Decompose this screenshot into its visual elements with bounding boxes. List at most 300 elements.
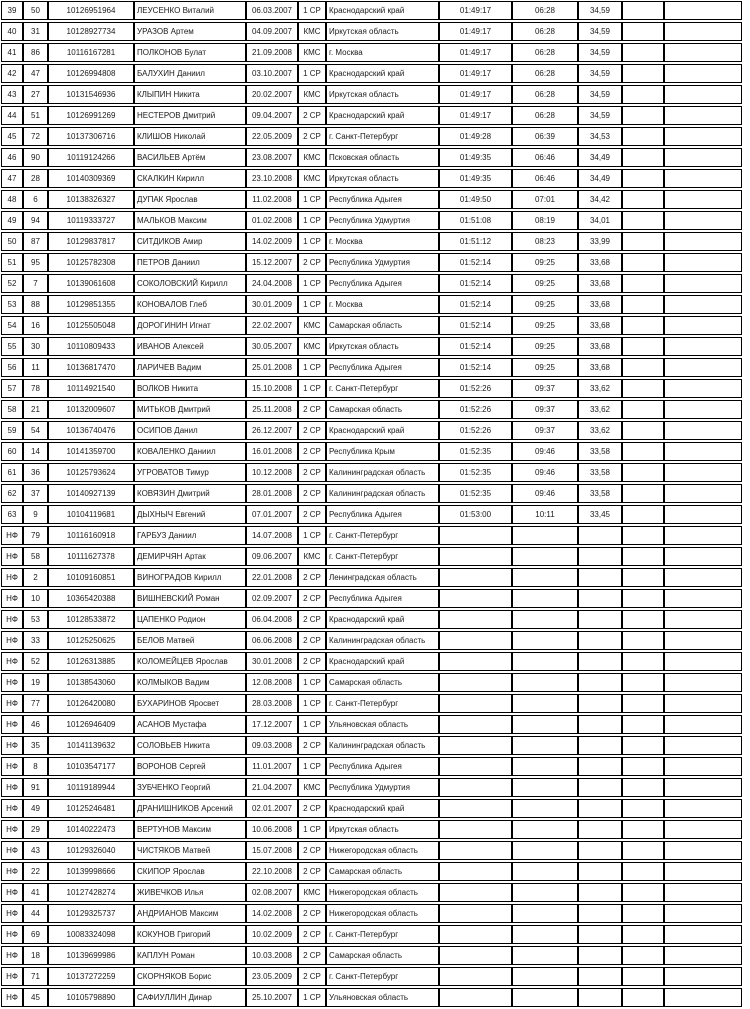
cell-time-gap: 09:25 xyxy=(512,316,578,335)
cell-athlete-name: БАЛУХИН Даниил xyxy=(134,64,246,83)
cell-bib-number: 16 xyxy=(23,316,48,335)
cell-result-time: 01:52:14 xyxy=(439,337,512,356)
table-row xyxy=(1,274,742,293)
cell-result-time: 01:52:26 xyxy=(439,400,512,419)
cell-empty-1 xyxy=(622,778,664,797)
cell-athlete-name: ВОЛКОВ Никита xyxy=(134,379,246,398)
cell-bib-number: 51 xyxy=(23,106,48,125)
cell-athlete-id: 10128927734 xyxy=(48,22,134,41)
cell-athlete-name: ВИШНЕВСКИЙ Роман xyxy=(134,589,246,608)
cell-sport-rank: КМС xyxy=(298,547,326,566)
cell-athlete-id: 10136817470 xyxy=(48,358,134,377)
cell-result-time xyxy=(439,673,512,692)
cell-place: 60 xyxy=(1,442,23,461)
cell-place: 58 xyxy=(1,400,23,419)
cell-bib-number: 30 xyxy=(23,337,48,356)
cell-points xyxy=(578,610,622,629)
cell-time-gap xyxy=(512,967,578,986)
cell-sport-rank: 2 СР xyxy=(298,589,326,608)
cell-empty-1 xyxy=(622,64,664,83)
cell-region: Псковская область xyxy=(326,148,439,167)
table-row xyxy=(1,799,742,818)
table-row xyxy=(1,190,742,209)
cell-athlete-name: САФИУЛЛИН Динар xyxy=(134,988,246,1007)
cell-athlete-name: ДУПАК Ярослав xyxy=(134,190,246,209)
cell-place: НФ xyxy=(1,967,23,986)
cell-athlete-id: 10139998666 xyxy=(48,862,134,881)
cell-result-time: 01:52:26 xyxy=(439,421,512,440)
cell-points xyxy=(578,904,622,923)
cell-time-gap xyxy=(512,652,578,671)
cell-time-gap xyxy=(512,904,578,923)
cell-athlete-id: 10138543060 xyxy=(48,673,134,692)
cell-time-gap xyxy=(512,589,578,608)
cell-bib-number: 27 xyxy=(23,85,48,104)
cell-athlete-name: КОКУНОВ Григорий xyxy=(134,925,246,944)
cell-region: г. Санкт-Петербург xyxy=(326,925,439,944)
table-row xyxy=(1,421,742,440)
cell-result-time: 01:49:35 xyxy=(439,169,512,188)
table-row xyxy=(1,589,742,608)
cell-athlete-name: БУХАРИНОВ Яросвет xyxy=(134,694,246,713)
cell-empty-1 xyxy=(622,316,664,335)
cell-bib-number: 47 xyxy=(23,64,48,83)
cell-birth-date: 09.04.2007 xyxy=(246,106,298,125)
cell-region: Иркутская область xyxy=(326,22,439,41)
cell-time-gap: 06:39 xyxy=(512,127,578,146)
cell-place: 63 xyxy=(1,505,23,524)
cell-place: 43 xyxy=(1,85,23,104)
cell-time-gap: 09:25 xyxy=(512,358,578,377)
cell-time-gap: 06:46 xyxy=(512,148,578,167)
cell-athlete-name: КОВАЛЕНКО Даниил xyxy=(134,442,246,461)
cell-empty-1 xyxy=(622,337,664,356)
cell-sport-rank: 1 СР xyxy=(298,379,326,398)
cell-empty-2 xyxy=(664,652,742,671)
cell-bib-number: 37 xyxy=(23,484,48,503)
cell-empty-2 xyxy=(664,946,742,965)
cell-athlete-name: КОЛМЫКОВ Вадим xyxy=(134,673,246,692)
cell-place: НФ xyxy=(1,883,23,902)
cell-bib-number: 94 xyxy=(23,211,48,230)
cell-bib-number: 87 xyxy=(23,232,48,251)
table-row xyxy=(1,337,742,356)
cell-result-time xyxy=(439,589,512,608)
cell-region: г. Москва xyxy=(326,295,439,314)
cell-time-gap xyxy=(512,547,578,566)
cell-birth-date: 09.06.2007 xyxy=(246,547,298,566)
cell-sport-rank: 2 СР xyxy=(298,253,326,272)
cell-birth-date: 23.05.2009 xyxy=(246,967,298,986)
table-row xyxy=(1,169,742,188)
table-row xyxy=(1,295,742,314)
cell-empty-1 xyxy=(622,967,664,986)
cell-empty-2 xyxy=(664,463,742,482)
cell-athlete-name: КОНОВАЛОВ Глеб xyxy=(134,295,246,314)
cell-region: Нижегородская область xyxy=(326,841,439,860)
cell-empty-2 xyxy=(664,316,742,335)
cell-empty-1 xyxy=(622,568,664,587)
cell-time-gap xyxy=(512,778,578,797)
cell-place: 40 xyxy=(1,22,23,41)
cell-empty-1 xyxy=(622,484,664,503)
cell-empty-1 xyxy=(622,715,664,734)
table-row xyxy=(1,820,742,839)
cell-birth-date: 24.04.2008 xyxy=(246,274,298,293)
cell-place: 51 xyxy=(1,253,23,272)
cell-birth-date: 15.10.2008 xyxy=(246,379,298,398)
cell-bib-number: 86 xyxy=(23,43,48,62)
table-row xyxy=(1,64,742,83)
cell-athlete-name: ВЕРТУНОВ Максим xyxy=(134,820,246,839)
cell-sport-rank: КМС xyxy=(298,316,326,335)
cell-birth-date: 04.09.2007 xyxy=(246,22,298,41)
cell-sport-rank: 2 СР xyxy=(298,421,326,440)
cell-birth-date: 30.01.2009 xyxy=(246,295,298,314)
cell-sport-rank: КМС xyxy=(298,169,326,188)
cell-time-gap xyxy=(512,757,578,776)
cell-result-time xyxy=(439,799,512,818)
cell-athlete-name: ДОРОГИНИН Игнат xyxy=(134,316,246,335)
cell-athlete-id: 10127428274 xyxy=(48,883,134,902)
cell-place: НФ xyxy=(1,673,23,692)
cell-birth-date: 07.01.2007 xyxy=(246,505,298,524)
cell-region: Ленинградская область xyxy=(326,568,439,587)
cell-result-time xyxy=(439,568,512,587)
cell-sport-rank: КМС xyxy=(298,148,326,167)
cell-time-gap xyxy=(512,736,578,755)
cell-empty-1 xyxy=(622,904,664,923)
cell-empty-1 xyxy=(622,526,664,545)
table-row xyxy=(1,925,742,944)
cell-athlete-id: 10125250625 xyxy=(48,631,134,650)
cell-empty-1 xyxy=(622,190,664,209)
cell-points: 33,68 xyxy=(578,358,622,377)
cell-birth-date: 02.01.2007 xyxy=(246,799,298,818)
cell-time-gap: 06:28 xyxy=(512,43,578,62)
cell-athlete-id: 10141359700 xyxy=(48,442,134,461)
cell-time-gap: 08:23 xyxy=(512,232,578,251)
cell-empty-2 xyxy=(664,253,742,272)
cell-sport-rank: КМС xyxy=(298,22,326,41)
cell-region: Республика Удмуртия xyxy=(326,211,439,230)
cell-region: Самарская область xyxy=(326,400,439,419)
cell-sport-rank: 2 СР xyxy=(298,505,326,524)
cell-athlete-id: 10114921540 xyxy=(48,379,134,398)
cell-birth-date: 14.07.2008 xyxy=(246,526,298,545)
cell-time-gap: 09:25 xyxy=(512,253,578,272)
cell-birth-date: 09.03.2008 xyxy=(246,736,298,755)
cell-athlete-name: НЕСТЕРОВ Дмитрий xyxy=(134,106,246,125)
cell-bib-number: 21 xyxy=(23,400,48,419)
cell-empty-1 xyxy=(622,883,664,902)
cell-bib-number: 2 xyxy=(23,568,48,587)
cell-region: г. Санкт-Петербург xyxy=(326,526,439,545)
cell-empty-2 xyxy=(664,484,742,503)
cell-result-time: 01:52:35 xyxy=(439,484,512,503)
cell-result-time xyxy=(439,967,512,986)
cell-empty-2 xyxy=(664,64,742,83)
cell-place: НФ xyxy=(1,988,23,1007)
cell-place: НФ xyxy=(1,715,23,734)
cell-place: НФ xyxy=(1,568,23,587)
cell-empty-1 xyxy=(622,379,664,398)
cell-bib-number: 29 xyxy=(23,820,48,839)
cell-place: НФ xyxy=(1,820,23,839)
cell-athlete-id: 10116160918 xyxy=(48,526,134,545)
cell-result-time: 01:49:17 xyxy=(439,43,512,62)
cell-athlete-name: ДЫХНЫЧ Евгений xyxy=(134,505,246,524)
cell-athlete-name: ВИНОГРАДОВ Кирилл xyxy=(134,568,246,587)
table-row xyxy=(1,652,742,671)
cell-points: 33,62 xyxy=(578,379,622,398)
cell-place: 42 xyxy=(1,64,23,83)
table-row xyxy=(1,673,742,692)
cell-bib-number: 22 xyxy=(23,862,48,881)
cell-time-gap: 09:46 xyxy=(512,484,578,503)
cell-bib-number: 52 xyxy=(23,652,48,671)
table-row xyxy=(1,967,742,986)
cell-empty-2 xyxy=(664,883,742,902)
cell-result-time: 01:49:17 xyxy=(439,1,512,20)
cell-time-gap xyxy=(512,946,578,965)
cell-birth-date: 23.10.2008 xyxy=(246,169,298,188)
table-row xyxy=(1,757,742,776)
cell-athlete-id: 10119124266 xyxy=(48,148,134,167)
cell-points xyxy=(578,547,622,566)
cell-athlete-id: 10140222473 xyxy=(48,820,134,839)
cell-time-gap xyxy=(512,799,578,818)
cell-athlete-id: 10136740476 xyxy=(48,421,134,440)
cell-time-gap xyxy=(512,673,578,692)
cell-athlete-id: 10140927139 xyxy=(48,484,134,503)
table-row xyxy=(1,904,742,923)
cell-empty-1 xyxy=(622,22,664,41)
cell-empty-2 xyxy=(664,757,742,776)
cell-sport-rank: 1 СР xyxy=(298,694,326,713)
cell-place: НФ xyxy=(1,652,23,671)
cell-time-gap xyxy=(512,988,578,1007)
cell-sport-rank: 2 СР xyxy=(298,799,326,818)
cell-points: 33,58 xyxy=(578,442,622,461)
cell-points: 33,45 xyxy=(578,505,622,524)
cell-result-time: 01:49:17 xyxy=(439,22,512,41)
cell-birth-date: 14.02.2009 xyxy=(246,232,298,251)
cell-birth-date: 22.02.2007 xyxy=(246,316,298,335)
cell-athlete-name: ИВАНОВ Алексей xyxy=(134,337,246,356)
cell-points: 34,01 xyxy=(578,211,622,230)
cell-athlete-id: 10125793624 xyxy=(48,463,134,482)
cell-athlete-id: 10129837817 xyxy=(48,232,134,251)
cell-points: 33,62 xyxy=(578,400,622,419)
cell-bib-number: 88 xyxy=(23,295,48,314)
cell-sport-rank: 1 СР xyxy=(298,988,326,1007)
cell-empty-1 xyxy=(622,589,664,608)
cell-empty-1 xyxy=(622,610,664,629)
cell-empty-1 xyxy=(622,400,664,419)
table-row xyxy=(1,400,742,419)
cell-place: НФ xyxy=(1,547,23,566)
cell-birth-date: 10.06.2008 xyxy=(246,820,298,839)
cell-empty-2 xyxy=(664,85,742,104)
cell-sport-rank: 2 СР xyxy=(298,568,326,587)
cell-empty-2 xyxy=(664,862,742,881)
cell-athlete-name: КОЛОМЕЙЦЕВ Ярослав xyxy=(134,652,246,671)
cell-result-time: 01:52:14 xyxy=(439,253,512,272)
cell-time-gap: 09:25 xyxy=(512,295,578,314)
cell-empty-2 xyxy=(664,526,742,545)
cell-place: 52 xyxy=(1,274,23,293)
cell-empty-2 xyxy=(664,988,742,1007)
table-row xyxy=(1,841,742,860)
cell-empty-1 xyxy=(622,547,664,566)
cell-athlete-id: 10119333727 xyxy=(48,211,134,230)
cell-bib-number: 28 xyxy=(23,169,48,188)
cell-result-time: 01:52:14 xyxy=(439,295,512,314)
cell-region: Республика Адыгея xyxy=(326,505,439,524)
cell-athlete-name: ДРАНИШНИКОВ Арсений xyxy=(134,799,246,818)
cell-result-time xyxy=(439,547,512,566)
cell-empty-2 xyxy=(664,190,742,209)
cell-empty-1 xyxy=(622,442,664,461)
cell-empty-1 xyxy=(622,736,664,755)
cell-sport-rank: 2 СР xyxy=(298,652,326,671)
cell-place: 50 xyxy=(1,232,23,251)
cell-empty-2 xyxy=(664,820,742,839)
cell-birth-date: 03.10.2007 xyxy=(246,64,298,83)
cell-empty-2 xyxy=(664,904,742,923)
table-row xyxy=(1,547,742,566)
cell-bib-number: 72 xyxy=(23,127,48,146)
table-row xyxy=(1,883,742,902)
cell-region: Краснодарский край xyxy=(326,421,439,440)
cell-region: Калининградская область xyxy=(326,484,439,503)
cell-athlete-name: СКИПОР Ярослав xyxy=(134,862,246,881)
cell-athlete-name: ЛЕУСЕНКО Виталий xyxy=(134,1,246,20)
cell-athlete-id: 10126951964 xyxy=(48,1,134,20)
cell-sport-rank: 1 СР xyxy=(298,820,326,839)
cell-athlete-name: УРАЗОВ Артем xyxy=(134,22,246,41)
cell-time-gap: 06:28 xyxy=(512,85,578,104)
cell-empty-1 xyxy=(622,274,664,293)
cell-time-gap: 06:28 xyxy=(512,1,578,20)
cell-empty-1 xyxy=(622,799,664,818)
cell-bib-number: 50 xyxy=(23,1,48,20)
cell-birth-date: 02.08.2007 xyxy=(246,883,298,902)
cell-athlete-id: 10126420080 xyxy=(48,694,134,713)
cell-empty-2 xyxy=(664,736,742,755)
cell-time-gap: 09:37 xyxy=(512,379,578,398)
cell-bib-number: 33 xyxy=(23,631,48,650)
cell-points xyxy=(578,988,622,1007)
table-row xyxy=(1,211,742,230)
cell-bib-number: 7 xyxy=(23,274,48,293)
table-row xyxy=(1,253,742,272)
cell-result-time xyxy=(439,841,512,860)
cell-birth-date: 21.04.2007 xyxy=(246,778,298,797)
cell-empty-1 xyxy=(622,253,664,272)
cell-time-gap: 07:01 xyxy=(512,190,578,209)
cell-athlete-name: КАПЛУН Роман xyxy=(134,946,246,965)
cell-region: Республика Удмуртия xyxy=(326,253,439,272)
cell-empty-2 xyxy=(664,442,742,461)
cell-athlete-name: КЛИШОВ Николай xyxy=(134,127,246,146)
cell-empty-1 xyxy=(622,148,664,167)
cell-athlete-id: 10132009607 xyxy=(48,400,134,419)
cell-bib-number: 77 xyxy=(23,694,48,713)
table-row xyxy=(1,442,742,461)
cell-empty-1 xyxy=(622,757,664,776)
cell-sport-rank: 1 СР xyxy=(298,232,326,251)
cell-region: Республика Адыгея xyxy=(326,190,439,209)
cell-points: 34,59 xyxy=(578,106,622,125)
cell-time-gap xyxy=(512,883,578,902)
cell-region: г. Санкт-Петербург xyxy=(326,127,439,146)
cell-bib-number: 19 xyxy=(23,673,48,692)
cell-result-time: 01:49:50 xyxy=(439,190,512,209)
cell-result-time: 01:52:26 xyxy=(439,379,512,398)
cell-empty-1 xyxy=(622,85,664,104)
table-row xyxy=(1,862,742,881)
cell-athlete-id: 10140309369 xyxy=(48,169,134,188)
cell-athlete-name: УГРОВАТОВ Тимур xyxy=(134,463,246,482)
cell-points xyxy=(578,946,622,965)
cell-place: 41 xyxy=(1,43,23,62)
cell-empty-2 xyxy=(664,799,742,818)
cell-sport-rank: 2 СР xyxy=(298,967,326,986)
cell-place: 53 xyxy=(1,295,23,314)
cell-bib-number: 91 xyxy=(23,778,48,797)
cell-time-gap: 08:19 xyxy=(512,211,578,230)
cell-points: 33,58 xyxy=(578,463,622,482)
cell-result-time: 01:49:35 xyxy=(439,148,512,167)
cell-birth-date: 23.08.2007 xyxy=(246,148,298,167)
cell-region: Иркутская область xyxy=(326,820,439,839)
cell-athlete-id: 10126946409 xyxy=(48,715,134,734)
cell-result-time xyxy=(439,736,512,755)
cell-athlete-id: 10105798890 xyxy=(48,988,134,1007)
cell-athlete-name: МИТЬКОВ Дмитрий xyxy=(134,400,246,419)
cell-region: Краснодарский край xyxy=(326,610,439,629)
cell-empty-2 xyxy=(664,925,742,944)
table-row xyxy=(1,127,742,146)
cell-birth-date: 15.12.2007 xyxy=(246,253,298,272)
cell-sport-rank: 1 СР xyxy=(298,295,326,314)
cell-bib-number: 6 xyxy=(23,190,48,209)
table-row xyxy=(1,526,742,545)
cell-birth-date: 06.03.2007 xyxy=(246,1,298,20)
cell-athlete-name: СОКОЛОВСКИЙ Кирилл xyxy=(134,274,246,293)
cell-empty-2 xyxy=(664,232,742,251)
cell-points: 34,59 xyxy=(578,22,622,41)
cell-athlete-name: ЦАПЕНКО Родион xyxy=(134,610,246,629)
cell-region: г. Москва xyxy=(326,232,439,251)
cell-result-time: 01:49:17 xyxy=(439,64,512,83)
cell-birth-date: 25.01.2008 xyxy=(246,358,298,377)
cell-region: Самарская область xyxy=(326,673,439,692)
cell-sport-rank: 1 СР xyxy=(298,358,326,377)
cell-birth-date: 25.10.2007 xyxy=(246,988,298,1007)
cell-empty-2 xyxy=(664,778,742,797)
cell-result-time: 01:51:12 xyxy=(439,232,512,251)
cell-points: 34,59 xyxy=(578,85,622,104)
cell-place: НФ xyxy=(1,631,23,650)
cell-points: 34,49 xyxy=(578,148,622,167)
cell-time-gap: 09:25 xyxy=(512,274,578,293)
cell-bib-number: 31 xyxy=(23,22,48,41)
cell-empty-1 xyxy=(622,862,664,881)
cell-sport-rank: 2 СР xyxy=(298,925,326,944)
